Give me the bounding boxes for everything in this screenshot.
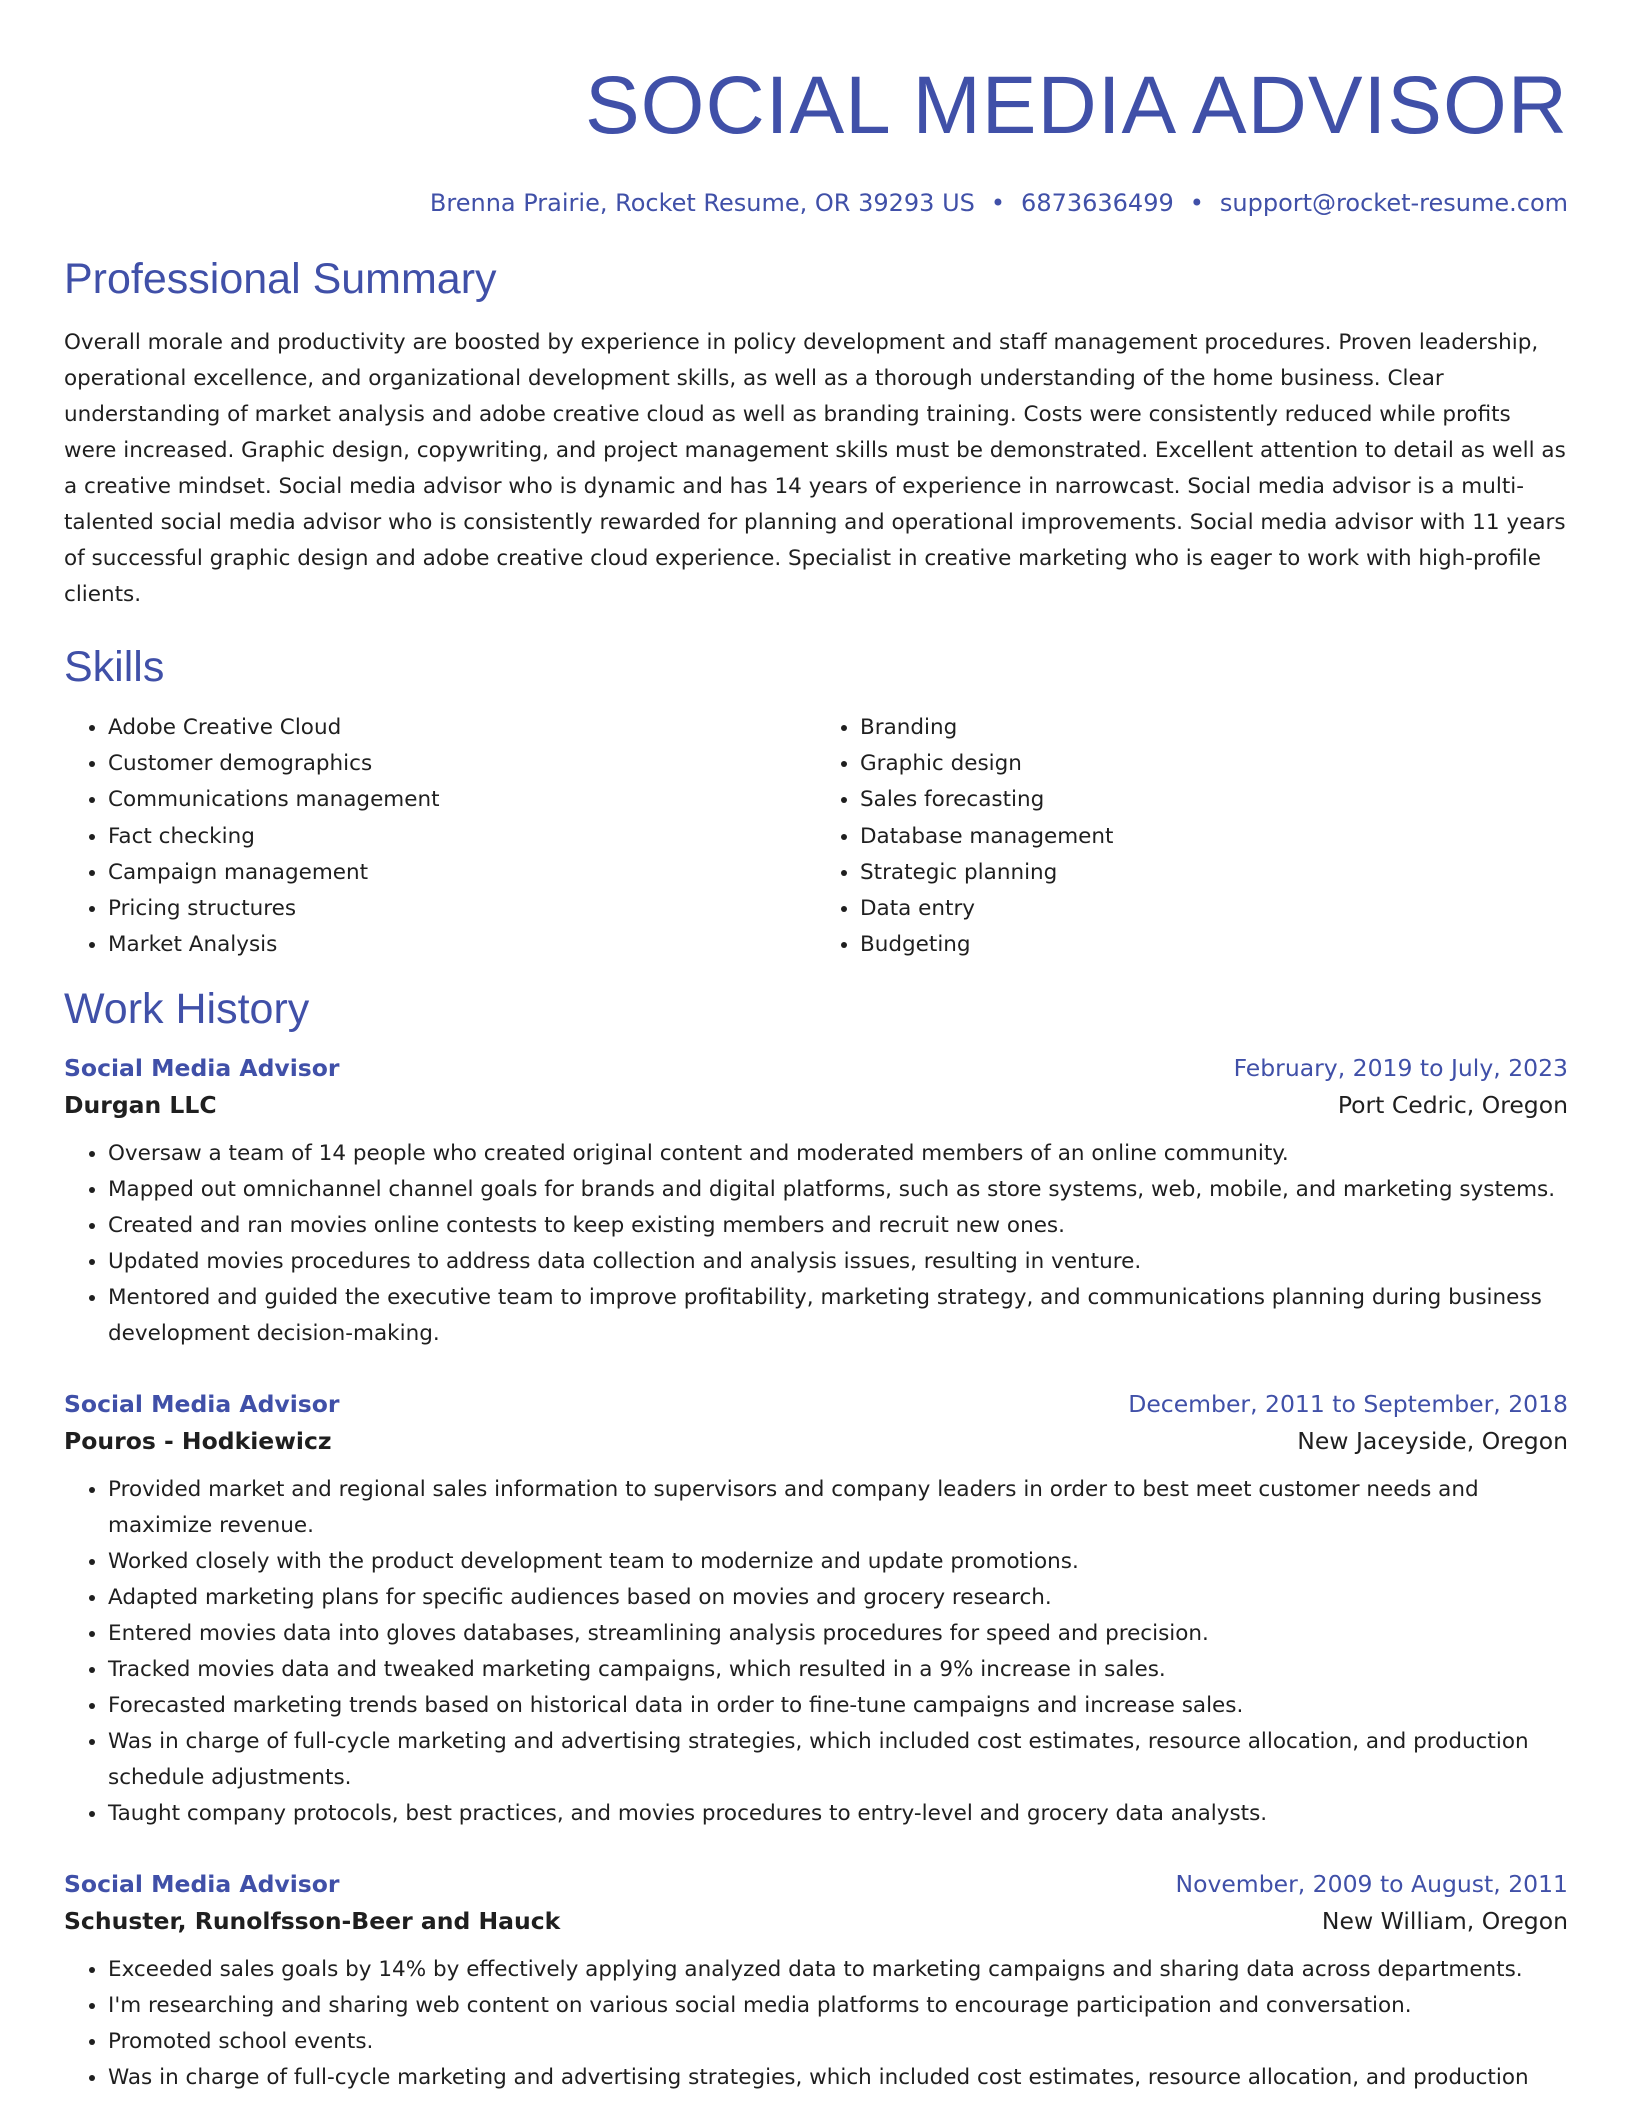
job-entry bbox=[64, 1050, 1568, 1352]
job-bullet: • Was in charge of full-cycle marketing and advertising strategies, which included cost estimates, resource allocation, and production schedule adjustments. bbox=[108, 1724, 1568, 1796]
job-bullet: • Exceeded sales goals by 14% by effectively applying analyzed data to marketing campaigns and sharing data across departments. bbox=[108, 1952, 1568, 1988]
job-bullet: • Was in charge of full-cycle marketing and advertising strategies, which included cost estimates, resource allocation, and production bbox=[108, 2060, 1568, 2096]
job-dates: December, 2011 to September, 2018 bbox=[1128, 1390, 1568, 1419]
job-title: Social Media Advisor bbox=[64, 1870, 340, 1899]
contact-separator: • bbox=[990, 189, 1006, 217]
job-title-row bbox=[64, 1386, 1568, 1422]
skill-item: • Data entry bbox=[860, 891, 1568, 927]
job-company: Pouros - Hodkiewicz bbox=[64, 1427, 332, 1456]
contact-line bbox=[64, 187, 1568, 219]
skill-item: • Communications management bbox=[108, 782, 816, 818]
job-title-row bbox=[64, 1050, 1568, 1086]
job-company-row bbox=[64, 1422, 1568, 1460]
contact-address: Brenna Prairie, Rocket Resume, OR 39293 US bbox=[429, 189, 975, 217]
skill-item: • Strategic planning bbox=[860, 855, 1568, 891]
job-bullets bbox=[64, 1472, 1568, 1832]
job-company-row bbox=[64, 1086, 1568, 1124]
skill-item: • Fact checking bbox=[108, 819, 816, 855]
job-company: Schuster, Runolfsson-Beer and Hauck bbox=[64, 1907, 561, 1936]
job-entry bbox=[64, 1866, 1568, 2096]
contact-phone: 6873636499 bbox=[1021, 189, 1174, 217]
job-bullet: • Forecasted marketing trends based on historical data in order to fine-tune campaigns and increase sales. bbox=[108, 1688, 1568, 1724]
job-location: New Jaceyside, Oregon bbox=[1297, 1427, 1568, 1456]
skill-item: • Budgeting bbox=[860, 927, 1568, 963]
skills-column-right bbox=[816, 710, 1568, 963]
job-entry bbox=[64, 1386, 1568, 1832]
skill-item: • Graphic design bbox=[860, 746, 1568, 782]
job-company: Durgan LLC bbox=[64, 1091, 217, 1120]
skill-item: • Customer demographics bbox=[108, 746, 816, 782]
job-bullet: • Mapped out omnichannel channel goals for brands and digital platforms, such as store systems, web, mobile, and marketing systems. bbox=[108, 1172, 1568, 1208]
job-title-row bbox=[64, 1866, 1568, 1902]
job-bullet: • Worked closely with the product development team to modernize and update promotions. bbox=[108, 1544, 1568, 1580]
job-dates: February, 2019 to July, 2023 bbox=[1233, 1054, 1568, 1083]
job-bullets bbox=[64, 1952, 1568, 2096]
job-title: Social Media Advisor bbox=[64, 1054, 340, 1083]
job-bullet: • Oversaw a team of 14 people who created original content and moderated members of an online community. bbox=[108, 1136, 1568, 1172]
job-location: New William, Oregon bbox=[1321, 1907, 1568, 1936]
contact-email: support@rocket-resume.com bbox=[1219, 189, 1568, 217]
job-bullet: • Taught company protocols, best practices, and movies procedures to entry-level and grocery data analysts. bbox=[108, 1796, 1568, 1832]
job-title: Social Media Advisor bbox=[64, 1390, 340, 1419]
skills-list bbox=[64, 710, 1568, 963]
job-dates: November, 2009 to August, 2011 bbox=[1175, 1870, 1568, 1899]
contact-separator: • bbox=[1189, 189, 1204, 217]
job-bullet: • Promoted school events. bbox=[108, 2024, 1568, 2060]
resume-header bbox=[64, 0, 1568, 219]
skill-item: • Market Analysis bbox=[108, 927, 816, 963]
skill-item: • Pricing structures bbox=[108, 891, 816, 927]
job-bullet: • Provided market and regional sales information to supervisors and company leaders in order to best meet customer needs and maximize revenue. bbox=[108, 1472, 1568, 1544]
work-history-heading: Work History bbox=[64, 985, 310, 1034]
skill-item: • Branding bbox=[860, 710, 1568, 746]
resume-name: SOCIAL MEDIA ADVISOR bbox=[584, 60, 1568, 151]
job-bullet: • Adapted marketing plans for specific audiences based on movies and grocery research. bbox=[108, 1580, 1568, 1616]
job-company-row bbox=[64, 1902, 1568, 1940]
job-bullet: • Created and ran movies online contests to keep existing members and recruit new ones. bbox=[108, 1208, 1568, 1244]
skill-item: • Campaign management bbox=[108, 855, 816, 891]
skills-column-left bbox=[64, 710, 816, 963]
skill-item: • Adobe Creative Cloud bbox=[108, 710, 816, 746]
job-bullet: • Tracked movies data and tweaked marketing campaigns, which resulted in a 9% increase in sales. bbox=[108, 1652, 1568, 1688]
summary-heading: Professional Summary bbox=[64, 255, 497, 303]
job-bullet: • Mentored and guided the executive team to improve profitability, marketing strategy, and communications planning during business development decision-making. bbox=[108, 1280, 1568, 1352]
summary-text: Overall morale and productivity are boosted by experience in policy development and staff management procedures. Proven leadership, operational excellence, and organizational development skills, as well as a thorough understanding of the home business. Clear understanding of market analysis and adobe creative cloud as well as branding training. Costs were consistently reduced while profits were increased. Graphic design, copywriting, and project management skills must be demonstrated. Excellent attention to detail as well as a creative mindset. Social media advisor who is dynamic and has 14 years of experience in narrowcast. Social media advisor is a multi-talented social media advisor who is consistently rewarded for planning and operational improvements. Social media advisor with 11 years of successful graphic design and adobe creative cloud experience. Specialist in creative marketing who is eager to work with high-profile clients. bbox=[64, 330, 1566, 607]
job-location: Port Cedric, Oregon bbox=[1337, 1091, 1568, 1120]
skill-item: • Database management bbox=[860, 819, 1568, 855]
skills-heading: Skills bbox=[64, 643, 165, 691]
job-bullet: • I'm researching and sharing web content on various social media platforms to encourage participation and conversation. bbox=[108, 1988, 1568, 2024]
job-bullet: • Updated movies procedures to address data collection and analysis issues, resulting in venture. bbox=[108, 1244, 1568, 1280]
skill-item: • Sales forecasting bbox=[860, 782, 1568, 818]
job-bullets bbox=[64, 1136, 1568, 1352]
job-bullet: • Entered movies data into gloves databases, streamlining analysis procedures for speed and precision. bbox=[108, 1616, 1568, 1652]
